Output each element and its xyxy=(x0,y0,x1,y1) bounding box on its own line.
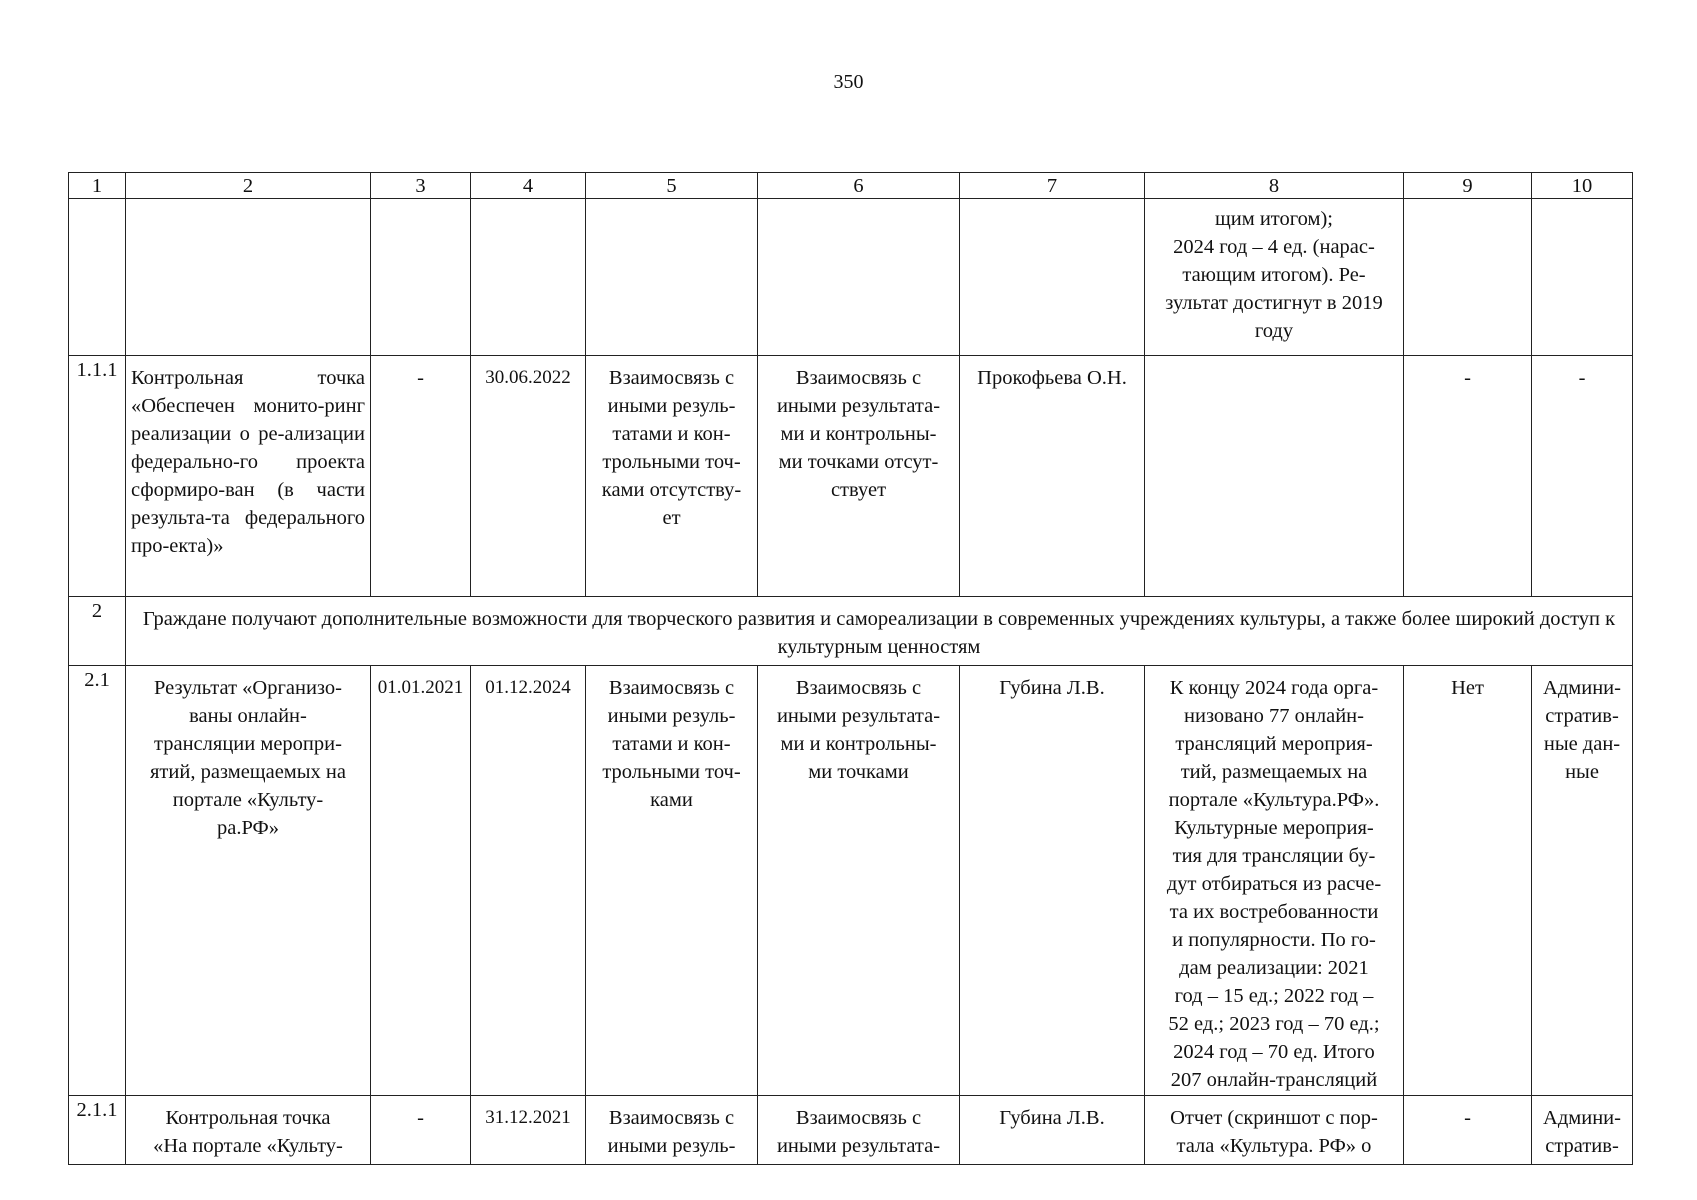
cell-level: - xyxy=(1404,1096,1532,1165)
header-cell: 9 xyxy=(1404,173,1532,199)
cell-kind: - xyxy=(1532,356,1633,597)
cell-description: Отчет (скриншот с пор- тала «Культура. РФ» о xyxy=(1145,1096,1404,1165)
cell-kind: Админи- стратив- ные дан- ные xyxy=(1532,666,1633,1096)
cell-kind: Админи- стратив- xyxy=(1532,1096,1633,1165)
header-cell: 4 xyxy=(471,173,586,199)
cell-number: 2.1 xyxy=(69,666,126,1096)
cell-empty xyxy=(69,199,126,356)
header-cell: 10 xyxy=(1532,173,1633,199)
header-cell: 3 xyxy=(371,173,471,199)
cell-empty xyxy=(586,199,758,356)
cell-start-date: - xyxy=(371,356,471,597)
table-row-1-1-1 xyxy=(69,356,1633,597)
cell-link-next: Взаимосвязь с иными результата- ми и контрольны- ми точками отсут- ствует xyxy=(758,356,960,597)
cell-empty xyxy=(758,199,960,356)
results-table xyxy=(68,172,1633,1165)
table-row-continuation xyxy=(69,199,1633,356)
table-row-2-1-1 xyxy=(69,1096,1633,1165)
header-cell: 7 xyxy=(960,173,1145,199)
cell-number: 2.1.1 xyxy=(69,1096,126,1165)
cell-start-date: - xyxy=(371,1096,471,1165)
section-heading: Граждане получают дополнительные возможности для творческого развития и самореализации в современных учреждениях культуры, а также более широкий доступ к культурным ценностям xyxy=(126,597,1633,666)
table-row-2-1 xyxy=(69,666,1633,1096)
header-row xyxy=(69,173,1633,199)
cell-link-previous: Взаимосвязь с иными резуль- татами и кон- трольными точ- ками отсутству- ет xyxy=(586,356,758,597)
cell-responsible: Губина Л.В. xyxy=(960,1096,1145,1165)
cell-number: 2 xyxy=(69,597,126,666)
header-cell: 6 xyxy=(758,173,960,199)
cell-empty xyxy=(1532,199,1633,356)
cell-end-date: 01.12.2024 xyxy=(471,666,586,1096)
cell-empty xyxy=(960,199,1145,356)
cell-link-next: Взаимосвязь с иными результата- ми и контрольны- ми точками xyxy=(758,666,960,1096)
cell-link-previous: Взаимосвязь с иными резуль- xyxy=(586,1096,758,1165)
cell-name: Результат «Организо- ваны онлайн- трансляции меропри- ятий, размещаемых на портале «Культу- ра.РФ» xyxy=(126,666,371,1096)
header-cell: 1 xyxy=(69,173,126,199)
cell-number: 1.1.1 xyxy=(69,356,126,597)
cell-responsible: Губина Л.В. xyxy=(960,666,1145,1096)
cell-empty xyxy=(371,199,471,356)
cell-level: Нет xyxy=(1404,666,1532,1096)
cell-responsible: Прокофьева О.Н. xyxy=(960,356,1145,597)
cell-start-date: 01.01.2021 xyxy=(371,666,471,1096)
cell-link-previous: Взаимосвязь с иными резуль- татами и кон- трольными точ- ками xyxy=(586,666,758,1096)
cell-end-date: 31.12.2021 xyxy=(471,1096,586,1165)
cell-description: К концу 2024 года орга- низовано 77 онлайн- трансляций мероприя- тий, размещаемых на портале «Культура.РФ». Культурные мероприя- тия для трансляции бу- дут отбираться из расче- та их востребованности и популярности. По го- дам реализации: 2021 год – 15 ед.; 2022 год – 52 ед.; 2023 год – 70 ед.; 2024 год – 70 ед. Итого 207 онлайн-трансляций xyxy=(1145,666,1404,1096)
cell-description xyxy=(1145,356,1404,597)
page-number: 350 xyxy=(833,71,864,93)
header-cell: 2 xyxy=(126,173,371,199)
header-cell: 8 xyxy=(1145,173,1404,199)
cell-level: - xyxy=(1404,356,1532,597)
cell-link-next: Взаимосвязь с иными результата- xyxy=(758,1096,960,1165)
header-cell: 5 xyxy=(586,173,758,199)
cell-empty xyxy=(471,199,586,356)
cell-empty xyxy=(1404,199,1532,356)
cell-description: щим итогом); 2024 год – 4 ед. (нарас- тающим итогом). Ре- зультат достигнут в 2019 году xyxy=(1145,199,1404,356)
cell-name: Контрольная точка «На портале «Культу- xyxy=(126,1096,371,1165)
cell-name: Контрольная точка «Обеспечен монито-ринг реализации о ре-ализации федерально-го проекта сформиро-ван (в части результа-та федерального про-екта)» xyxy=(126,356,371,597)
cell-end-date: 30.06.2022 xyxy=(471,356,586,597)
cell-empty xyxy=(126,199,371,356)
table-row-section-2 xyxy=(69,597,1633,666)
